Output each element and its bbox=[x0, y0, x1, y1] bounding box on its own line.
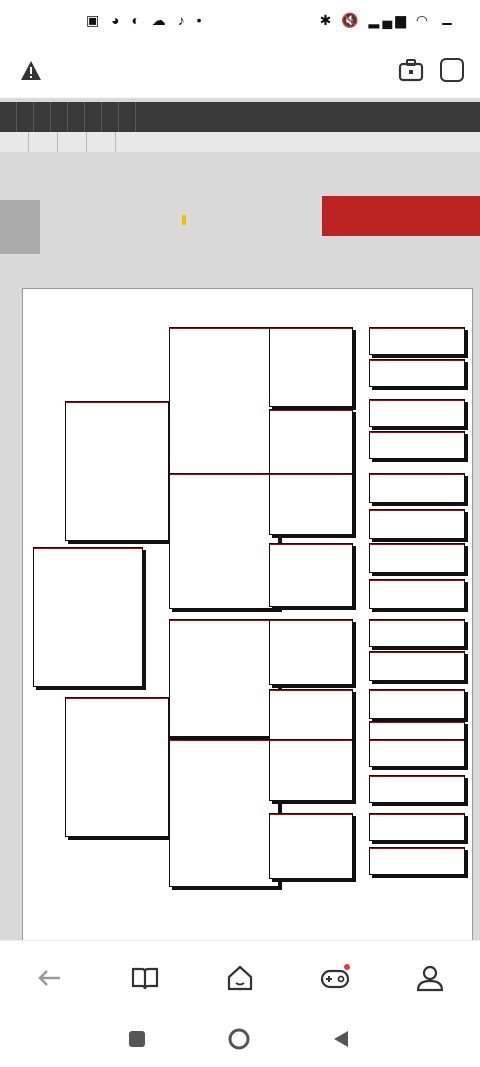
pedigree-card-gg4 bbox=[269, 543, 353, 607]
sidebar-fragment bbox=[0, 618, 22, 630]
sidebar-fragment bbox=[0, 582, 22, 594]
site-top-nav bbox=[0, 102, 480, 132]
pedigree-image bbox=[22, 288, 473, 940]
pigeon-notes bbox=[370, 653, 464, 655]
sub-nav-link[interactable] bbox=[58, 132, 87, 152]
system-icons: ✱ 🔇 ▂▄▆ ◠ bbox=[320, 12, 452, 29]
pedigree-card-p2 bbox=[369, 359, 465, 387]
sidebar-fragment bbox=[0, 378, 22, 390]
pigeon-notes bbox=[370, 849, 464, 851]
pigeon-notes bbox=[370, 691, 464, 693]
pigeon-notes bbox=[270, 621, 352, 623]
top-nav-item[interactable] bbox=[119, 102, 136, 132]
pigeon-notes bbox=[370, 723, 464, 725]
pedigree-card-p3 bbox=[369, 399, 465, 427]
sub-nav-link[interactable] bbox=[0, 132, 29, 152]
sidebar-fragment bbox=[0, 534, 22, 546]
sidebar-fragment bbox=[0, 414, 22, 426]
pedigree-card-p9 bbox=[369, 619, 465, 647]
sidebar-fragment bbox=[0, 654, 22, 666]
pigeon-notes bbox=[66, 403, 168, 405]
pigeon-notes bbox=[370, 329, 464, 331]
sidebar-fragment bbox=[0, 642, 22, 654]
pedigree-card-p7 bbox=[369, 543, 465, 573]
home-icon[interactable] bbox=[225, 963, 255, 993]
pigeon-notes bbox=[270, 411, 352, 413]
pigeon-notes bbox=[370, 581, 464, 583]
sidebar-fragment bbox=[0, 738, 22, 750]
sidebar-fragment bbox=[0, 510, 22, 522]
pedigree-card-p15 bbox=[369, 813, 465, 841]
sub-nav-link[interactable] bbox=[87, 132, 116, 152]
pigeon-notes bbox=[370, 511, 464, 513]
sidebar-fragment bbox=[0, 546, 22, 558]
not-secure-warning-icon[interactable] bbox=[20, 60, 42, 82]
sidebar-fragment bbox=[0, 606, 22, 618]
top-nav-item[interactable] bbox=[0, 102, 17, 132]
pedigree-card-p13 bbox=[369, 739, 465, 767]
sidebar-fragment bbox=[0, 498, 22, 510]
sidebar-fragment bbox=[0, 726, 22, 738]
pedigree-card-p8 bbox=[369, 579, 465, 609]
sidebar-fragment bbox=[0, 366, 22, 378]
pigeon-notes bbox=[270, 545, 352, 547]
info-value bbox=[182, 215, 186, 225]
site-sub-nav bbox=[0, 132, 480, 152]
top-nav-item[interactable] bbox=[68, 102, 85, 132]
sidebar-fragment bbox=[0, 450, 22, 462]
sidebar-fragment bbox=[0, 594, 22, 606]
sidebar-fragment bbox=[0, 558, 22, 570]
pigeon-notes bbox=[170, 329, 278, 331]
pigeon-notes bbox=[270, 741, 352, 743]
pedigree-card-gg1 bbox=[269, 327, 353, 407]
status-bar bbox=[0, 0, 480, 44]
recent-apps-icon[interactable] bbox=[128, 1030, 146, 1048]
sidebar-fragment bbox=[0, 438, 22, 450]
sidebar-fragment bbox=[0, 354, 22, 366]
sidebar-fragment bbox=[0, 630, 22, 642]
pedigree-card-g4 bbox=[169, 739, 279, 887]
sidebar-fragment bbox=[0, 426, 22, 438]
games-controller-icon[interactable] bbox=[320, 963, 350, 993]
tab-switcher-button[interactable] bbox=[440, 58, 464, 82]
pigeon-notes bbox=[370, 361, 464, 363]
notification-icons: ▣ ◕ ◐ ☁ ♪ • bbox=[86, 12, 206, 28]
pedigree-card-p16 bbox=[369, 847, 465, 875]
pigeon-notes bbox=[170, 621, 278, 623]
sidebar-fragment bbox=[0, 666, 22, 678]
pigeon-notes bbox=[270, 815, 352, 817]
pedigree-card-subject bbox=[33, 547, 143, 687]
pigeon-notes bbox=[270, 691, 352, 693]
browser-bottom-nav bbox=[0, 940, 480, 1014]
top-nav-item[interactable] bbox=[102, 102, 119, 132]
sidebar-fragment bbox=[0, 678, 22, 690]
system-nav-bar bbox=[0, 1014, 480, 1067]
pigeon-notes bbox=[34, 549, 142, 551]
browser-toolbar bbox=[0, 44, 480, 98]
pigeon-notes bbox=[370, 621, 464, 623]
profile-icon[interactable] bbox=[415, 963, 445, 993]
back-triangle-icon[interactable] bbox=[332, 1030, 350, 1048]
top-nav-item[interactable] bbox=[17, 102, 34, 132]
top-nav-item[interactable] bbox=[34, 102, 51, 132]
sidebar-fragment bbox=[0, 486, 22, 498]
sub-nav-link[interactable] bbox=[29, 132, 58, 152]
sidebar-fragment bbox=[0, 750, 22, 762]
pigeon-notes bbox=[370, 545, 464, 547]
pedigree-card-g3 bbox=[169, 619, 279, 737]
pedigree-card-gg5 bbox=[269, 619, 353, 685]
pedigree-card-dam bbox=[65, 697, 169, 837]
top-nav-item[interactable] bbox=[85, 102, 102, 132]
sidebar-fragment bbox=[0, 702, 22, 714]
web-page bbox=[0, 98, 480, 940]
pedigree-card-gg8 bbox=[269, 813, 353, 879]
pigeon-notes bbox=[66, 699, 168, 701]
sidebar-fragment bbox=[0, 342, 22, 354]
sidebar-fragment bbox=[0, 762, 22, 774]
pigeon-notes bbox=[370, 475, 464, 477]
bid-button[interactable] bbox=[322, 196, 480, 236]
back-arrow-icon[interactable] bbox=[34, 963, 64, 993]
sidebar-fragment bbox=[0, 474, 22, 486]
pigeon-notes bbox=[170, 741, 278, 743]
pigeon-notes bbox=[370, 777, 464, 779]
top-nav-item[interactable] bbox=[51, 102, 68, 132]
briefcase-icon[interactable] bbox=[398, 58, 424, 82]
sidebar-fragment bbox=[0, 570, 22, 582]
sidebar-fragment bbox=[0, 774, 22, 786]
sidebar-fragment bbox=[0, 330, 22, 342]
pigeon-notes bbox=[370, 741, 464, 743]
pedigree-card-p4 bbox=[369, 431, 465, 459]
pedigree-card-p11 bbox=[369, 689, 465, 719]
pigeon-notes bbox=[270, 475, 352, 477]
sidebar-fragment bbox=[0, 690, 22, 702]
pigeon-notes bbox=[370, 815, 464, 817]
home-circle-icon[interactable] bbox=[228, 1028, 250, 1050]
pedigree-card-g1 bbox=[169, 327, 279, 489]
pigeon-notes bbox=[170, 475, 278, 477]
sidebar-fragment bbox=[0, 390, 22, 402]
pedigree-card-gg7 bbox=[269, 739, 353, 801]
left-sidebar-text bbox=[0, 330, 22, 798]
pigeon-notes bbox=[370, 401, 464, 403]
pigeon-thumbnail[interactable] bbox=[0, 200, 40, 254]
pedigree-card-p5 bbox=[369, 473, 465, 503]
pigeon-notes bbox=[370, 433, 464, 435]
sidebar-fragment bbox=[0, 786, 22, 798]
sidebar-fragment bbox=[0, 522, 22, 534]
pedigree-card-p14 bbox=[369, 775, 465, 803]
sidebar-fragment bbox=[0, 462, 22, 474]
pigeon-notes bbox=[270, 329, 352, 331]
pedigree-card-p10 bbox=[369, 651, 465, 681]
pedigree-card-g2 bbox=[169, 473, 279, 609]
bookmarks-book-icon[interactable] bbox=[130, 963, 160, 993]
pedigree-card-p1 bbox=[369, 327, 465, 355]
pedigree-card-gg3 bbox=[269, 473, 353, 535]
pedigree-card-p6 bbox=[369, 509, 465, 539]
battery-icon bbox=[442, 23, 452, 25]
pedigree-card-gg2 bbox=[269, 409, 353, 481]
sidebar-fragment bbox=[0, 714, 22, 726]
sidebar-fragment bbox=[0, 402, 22, 414]
pedigree-card-sire bbox=[65, 401, 169, 541]
